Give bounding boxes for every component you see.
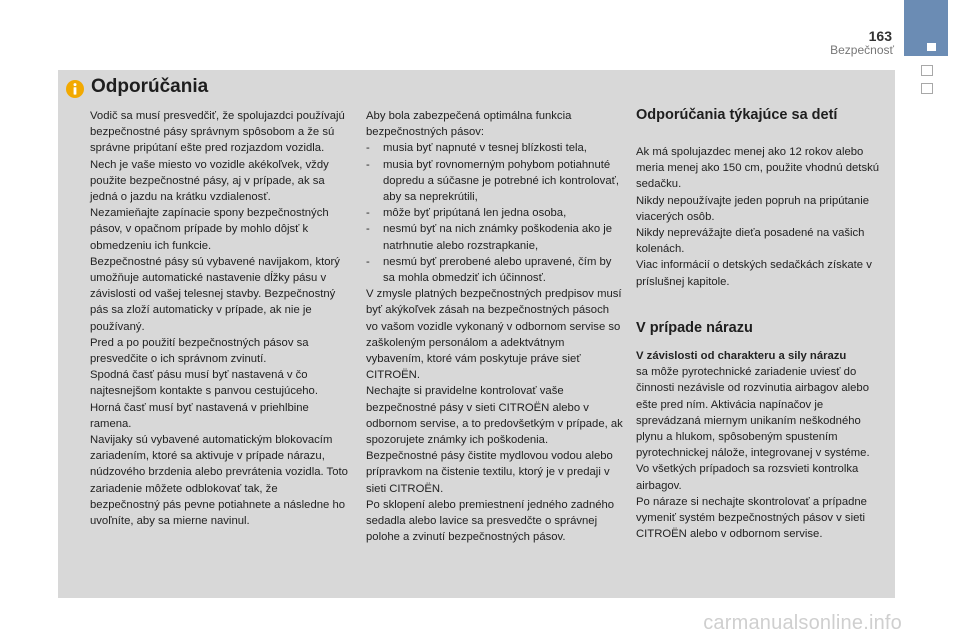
- list-item: [366, 205, 624, 221]
- chapter-tab[interactable]: [921, 65, 933, 76]
- bullet-dash: -: [366, 158, 370, 171]
- page-number: 163: [868, 28, 892, 44]
- paragraph: Po sklopení alebo premiestnení jedného zadného sedadla alebo lavice sa presvedčte o správnej polohe a zvinutí bezpečnostných pásov.: [366, 498, 615, 544]
- paragraph: Nezamieňajte zapínacie spony bezpečnostných pásov, v opačnom prípade by mohlo dôjsť k obmedzeniu ich funkcie.: [90, 207, 329, 252]
- main-title: Odporúčania: [91, 76, 209, 97]
- impact-section: [636, 348, 882, 542]
- list-item-text: môže byť pripútaná len jedna osoba,: [383, 207, 567, 220]
- paragraph: Horná časť musí byť nastavená v priehlbine ramena.: [90, 401, 309, 430]
- bullet-dash: -: [366, 142, 370, 155]
- list-item: [366, 140, 624, 156]
- paragraph: sa môže pyrotechnické zariadenie uviesť do činnosti nezávisle od rozvinutia airbagov alebo ešte pred ním. Aktivácia napínačov je sprevádzaná miernym unikaním neškodného plynu a hlukom, spôsobeným spustením pyrotechnickej nálože, integrovanej v systéme.: [636, 366, 870, 460]
- bullet-dash: -: [366, 223, 370, 236]
- bullet-dash: -: [366, 207, 370, 220]
- list-item: [366, 221, 624, 253]
- watermark: carmanualsonline.info: [703, 612, 902, 634]
- bullet-dash: -: [366, 255, 370, 268]
- paragraph: Nechajte si pravidelne kontrolovať vaše bezpečnostné pásy v sieti CITROËN alebo v odbornom servise, a to predovšetkým v prípade, ak spozorujete známky ich poškodenia.: [366, 385, 623, 447]
- list-item: [366, 157, 624, 206]
- info-icon: [66, 80, 84, 98]
- paragraph: Aby bola zabezpečená optimálna funkcia bezpečnostných pásov:: [366, 110, 572, 139]
- children-section-title: Odporúčania týkajúce sa detí: [636, 107, 838, 123]
- paragraph: Bezpečnostné pásy sú vybavené navijakom, ktorý umožňuje automatické nastavenie dĺžky pásu v závislosti od vašej telesnej stavby. Bezpečnostný pás sa zloží automaticky v prípade, ak nie je používaný.: [90, 255, 340, 333]
- paragraph: V zmysle platných bezpečnostných predpisov musí byť akýkoľvek zásah na bezpečnostných pásoch vo vašom vozidle vykonaný v odbornom servise so zaškoleným personálom a adektvátnym vybavením, ktoré vám poskytuje práve sieť CITROËN.: [366, 288, 622, 382]
- paragraph: Bezpečnostné pásy čistite mydlovou vodou alebo prípravkom na čistenie textilu, ktorý je v predaji v sieti CITROËN.: [366, 450, 613, 495]
- paragraph: V závislosti od charakteru a sily nárazu: [636, 350, 847, 362]
- column-2: [366, 108, 624, 545]
- paragraph: Pred a po použití bezpečnostných pásov sa presvedčite o ich správnom zvinutí.: [90, 336, 309, 366]
- paragraph: Ak má spolujazdec menej ako 12 rokov alebo meria menej ako 150 cm, použite vhodnú detskú sedačku.: [636, 146, 880, 191]
- paragraph: Spodná časť pásu musí byť nastavená v čo najtesnejšom kontakte s panvou cestujúceho.: [90, 369, 318, 398]
- section-name: Bezpečnosť: [830, 43, 894, 57]
- column-3: [636, 144, 882, 290]
- list-item: [366, 254, 624, 286]
- paragraph: Nech je vaše miesto vo vozidle akékoľvek, vždy použite bezpečnostné pásy, aj v prípade, ak sa jedná o jazdu na krátku vzdialenosť.: [90, 158, 329, 204]
- list-item-text: musia byť rovnomerným pohybom potiahnuté dopredu a súčasne je potrebné ich kontrolovať, aby sa neprekrútili,: [383, 158, 619, 204]
- paragraph: Po náraze si nechajte skontrolovať a prípadne vymeniť systém bezpečnostných pásov v sieti CITROËN alebo v odbornom servise.: [636, 495, 867, 541]
- list-item-text: nesmú byť na nich známky poškodenia ako je natrhnutie alebo rozstrapkanie,: [383, 223, 613, 252]
- paragraph: Nikdy neprevážajte dieťa posadené na vašich kolenách.: [636, 227, 865, 256]
- paragraph: Vo všetkých prípadoch sa rozsvieti kontrolka airbagov.: [636, 463, 859, 492]
- chapter-tab[interactable]: [921, 83, 933, 94]
- tab-marker: [927, 43, 936, 51]
- chapter-tab-active[interactable]: [904, 0, 948, 56]
- bullet-list: [366, 140, 624, 286]
- paragraph: Nikdy nepoužívajte jeden popruh na pripútanie viacerých osôb.: [636, 194, 870, 223]
- column-1: [90, 108, 348, 529]
- paragraph: Vodič sa musí presvedčiť, že spolujazdci používajú bezpečnostné pásy správnym spôsobom a že sú správne pripútaní ešte pred rozjazdom vozidla.: [90, 110, 345, 155]
- list-item-text: musia byť napnuté v tesnej blízkosti tela,: [383, 142, 587, 155]
- list-item-text: nesmú byť prerobené alebo upravené, čím by sa mohla obmedziť ich účinnosť.: [383, 255, 612, 285]
- impact-section-title: V prípade nárazu: [636, 320, 753, 336]
- paragraph: Navijaky sú vybavené automatickým blokovacím zariadením, ktoré sa aktivuje v prípade nárazu, núdzového brzdenia alebo prevrátenia vozidla. Toto zariadenie môžete odblokovať tak, že bezpečnostný pás pevne potiahnete a následne ho uvoľníte, aby sa mierne navinul.: [90, 434, 348, 528]
- paragraph: Viac informácií o detských sedačkách získate v príslušnej kapitole.: [636, 259, 872, 288]
